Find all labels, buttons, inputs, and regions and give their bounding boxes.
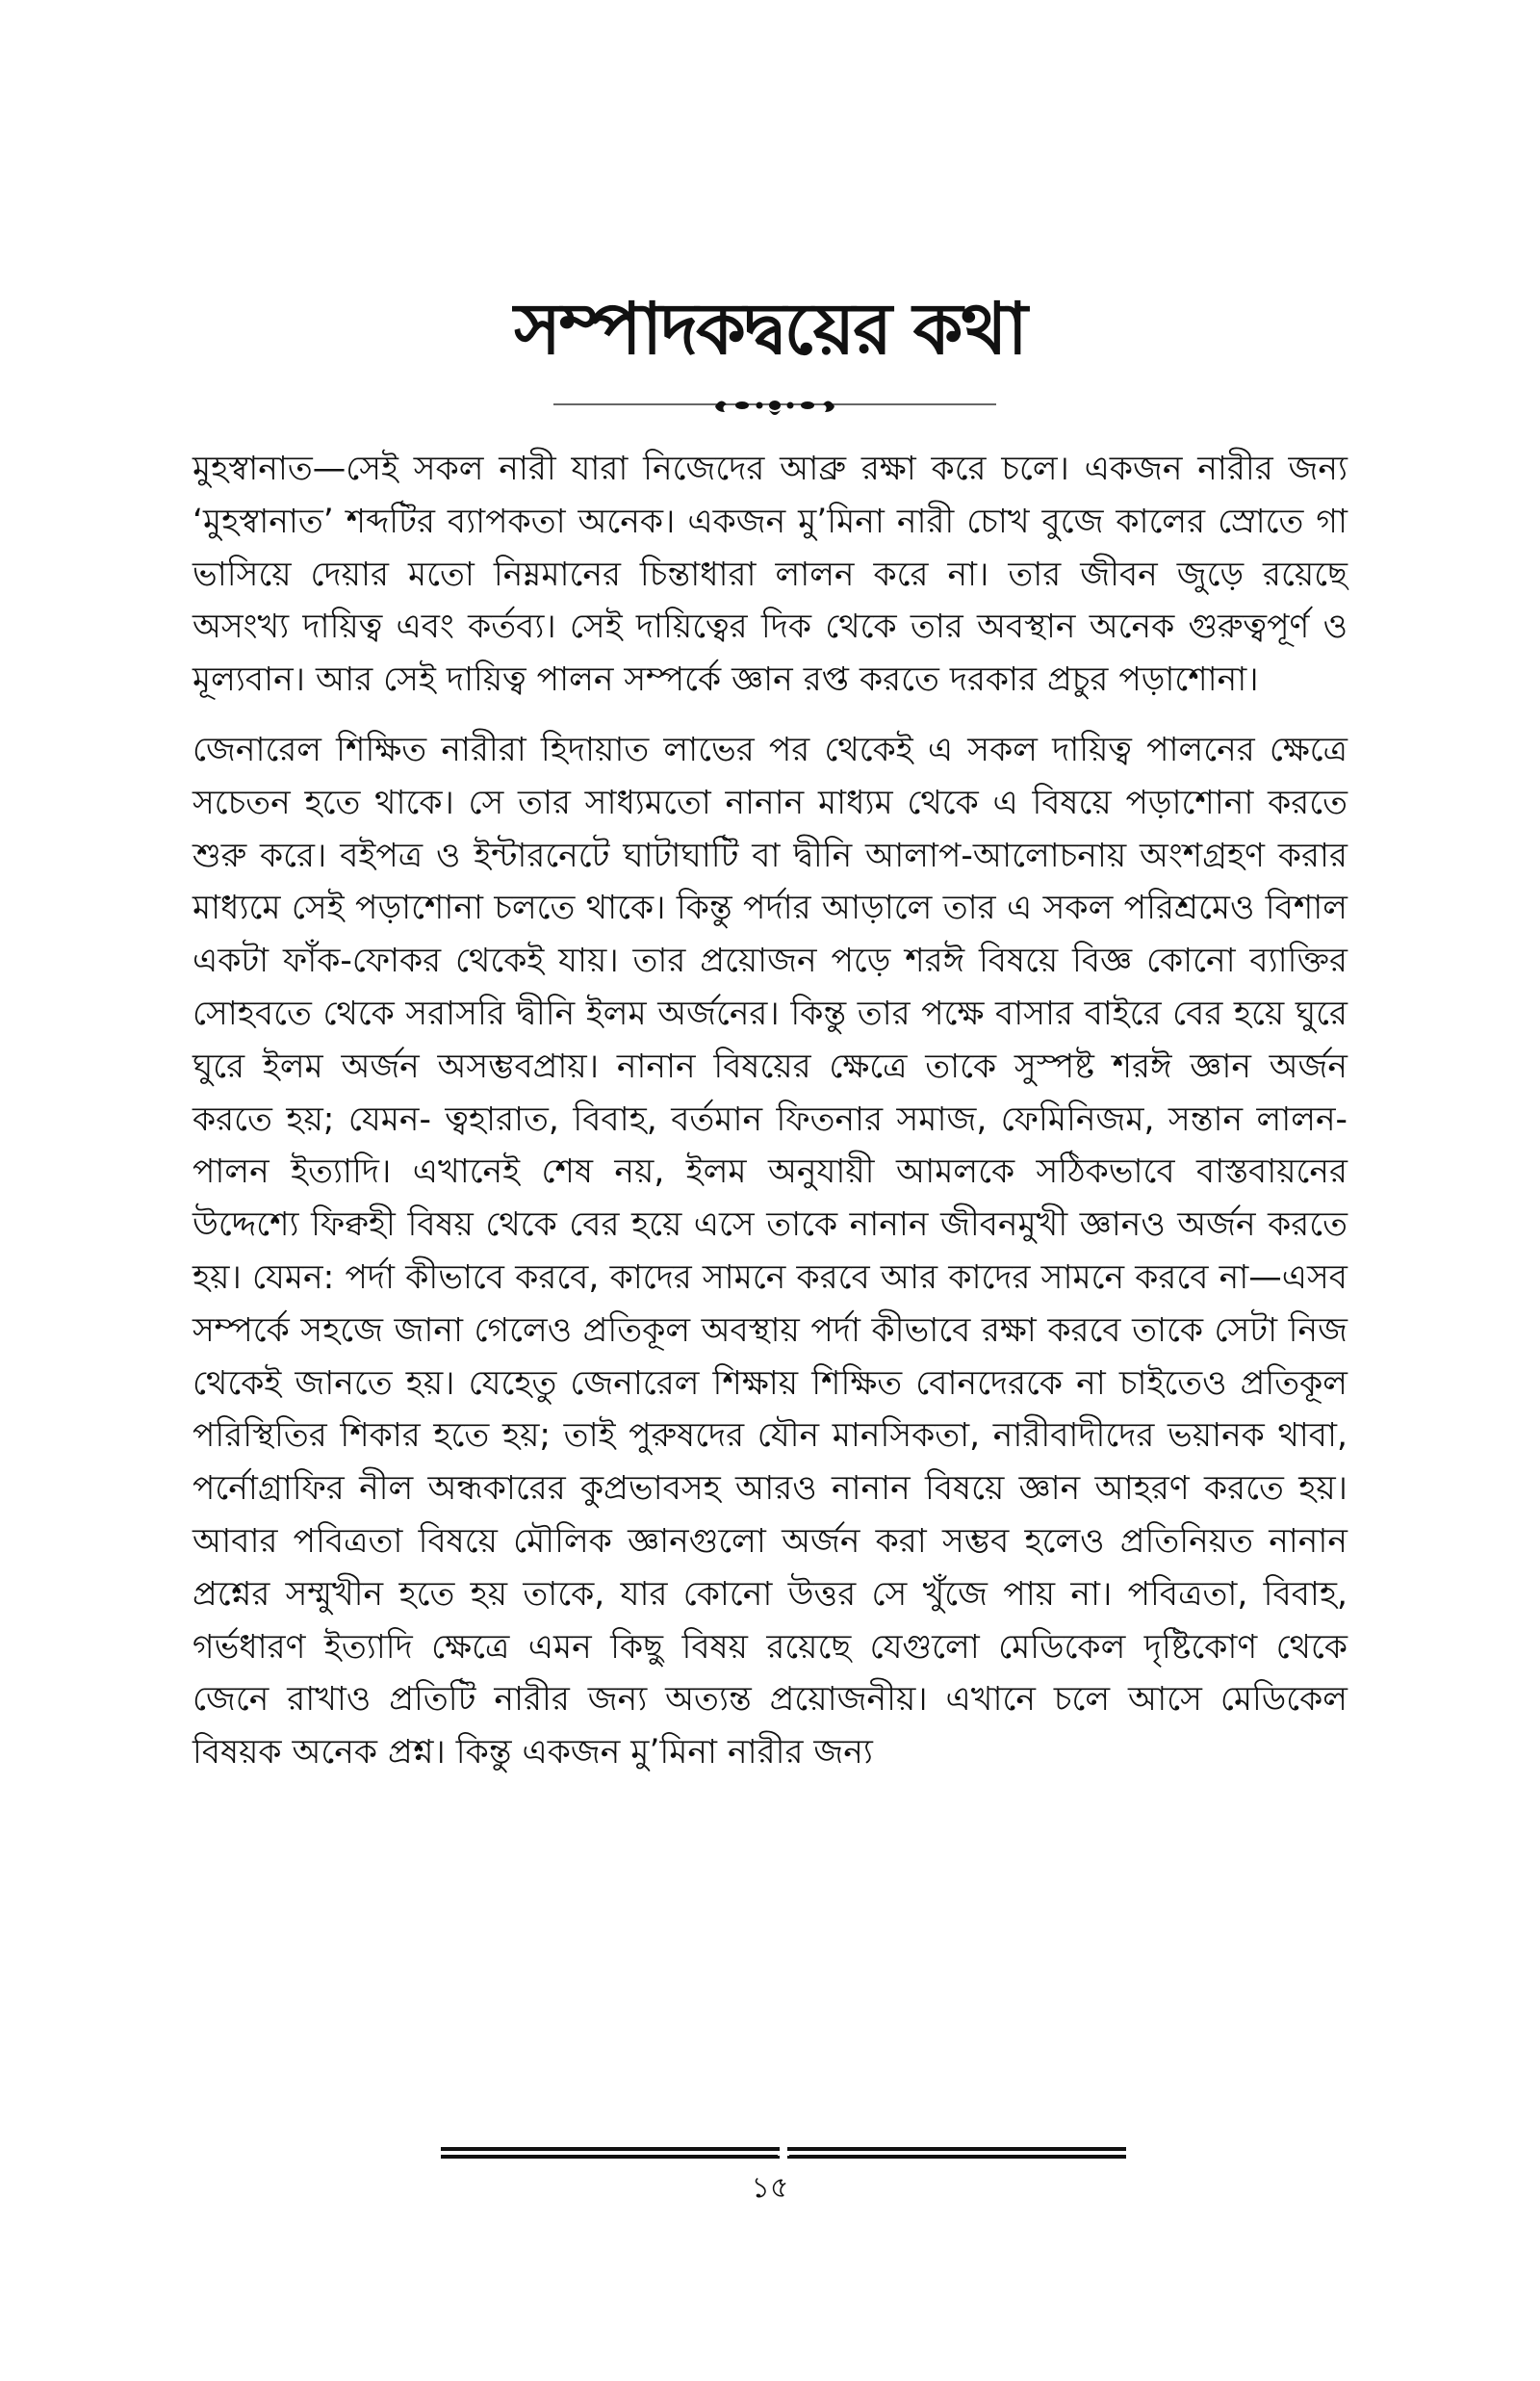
- chapter-title: সম্পাদকদ্বয়ের কথা: [514, 288, 1026, 371]
- paragraph-2: জেনারেল শিক্ষিত নারীরা হিদায়াত লাভের পর থেকেই এ সকল দায়িত্ব পালনের ক্ষেত্রে সচেতন হতে থাকে। সে তার সাধ্যমতো নানান মাধ্যম থেকে এ বিষয়ে পড়াশোনা করতে শুরু করে। বইপত্র ও ইন্টারনেটে ঘাটাঘাটি বা দ্বীনি আলাপ-আলোচনায় অংশগ্রহণ করার মাধ্যমে সেই পড়াশোনা চলতে থাকে। কিন্তু পর্দার আড়ালে তার এ সকল পরিশ্রমেও বিশাল একটা ফাঁক-ফোকর থেকেই যায়। তার প্রয়োজন পড়ে শরঈ বিষয়ে বিজ্ঞ কোনো ব্যাক্তির সোহবতে থেকে সরাসরি দ্বীনি ইলম অর্জনের। কিন্তু তার পক্ষে বাসার বাইরে বের হয়ে ঘুরে ঘুরে ইলম অর্জন অসম্ভবপ্রায়। নানান বিষয়ের ক্ষেত্রে তাকে সুস্পষ্ট শরঈ জ্ঞান অর্জন করতে হয়; যেমন- ত্বহারাত, বিবাহ, বর্তমান ফিতনার সমাজ, ফেমিনিজম, সন্তান লালন-পালন ইত্যাদি। এখানেই শেষ নয়, ইলম অনুযায়ী আমলকে সঠিকভাবে বাস্তবায়নের উদ্দেশ্যে ফিক্বহী বিষয় থেকে বের হয়ে এসে তাকে নানান জীবনমুখী জ্ঞানও অর্জন করতে হয়। যেমন: পর্দা কীভাবে করবে, কাদের সামনে করবে আর কাদের সামনে করবে না—এসব সম্পর্কে সহজে জানা গেলেও প্রতিকূল অবস্থায় পর্দা কীভাবে রক্ষা করবে তাকে সেটা নিজ থেকেই জানতে হয়। যেহেতু জেনারেল শিক্ষায় শিক্ষিত বোনদেরকে না চাইতেও প্রতিকূল পরিস্থিতির শিকার হতে হয়; তাই পুরুষদের যৌন মানসিকতা, নারীবাদীদের ভয়ানক থাবা, পর্নোগ্রাফির নীল অন্ধকারের কুপ্রভাবসহ আরও নানান বিষয়ে জ্ঞান আহরণ করতে হয়। আবার পবিত্রতা বিষয়ে মৌলিক জ্ঞানগুলো অর্জন করা সম্ভব হলেও প্রতিনিয়ত নানান প্রশ্নের সম্মুখীন হতে হয় তাকে, যার কোনো উত্তর সে খুঁজে পায় না। পবিত্রতা, বিবাহ, গর্ভধারণ ইত্যাদি ক্ষেত্রে এমন কিছু বিষয় রয়েছে যেগুলো মেডিকেল দৃষ্টিকোণ থেকে জেনে রাখাও প্রতিটি নারীর জন্য অত্যন্ত প্রয়োজনীয়। এখানে চলে আসে মেডিকেল বিষয়ক অনেক প্রশ্ন। কিন্তু একজন মু’মিনা নারীর জন্য: [192, 730, 1348, 1773]
- paragraph-1: মুহস্বানাত—সেই সকল নারী যারা নিজেদের আব্রু রক্ষা করে চলে। একজন নারীর জন্য ‘মুহস্বানাত’ শব্দটির ব্যাপকতা অনেক। একজন মু’মিনা নারী চোখ বুজে কালের স্রোতে গা ভাসিয়ে দেয়ার মতো নিম্নমানের চিন্তাধারা লালন করে না। তার জীবন জুড়ে রয়েছে অসংখ্য দায়িত্ব এবং কর্তব্য। সেই দায়িত্বের দিক থেকে তার অবস্থান অনেক গুরুত্বপূর্ণ ও মূল্যবান। আর সেই দায়িত্ব পালন সম্পর্কে জ্ঞান রপ্ত করতে দরকার প্রচুর পড়াশোনা।: [192, 450, 1348, 700]
- body-text: [192, 443, 1348, 1779]
- footer-double-rule: [441, 2145, 1126, 2166]
- page-number: ১৫: [751, 2171, 789, 2205]
- title-ornament-divider: [553, 393, 996, 422]
